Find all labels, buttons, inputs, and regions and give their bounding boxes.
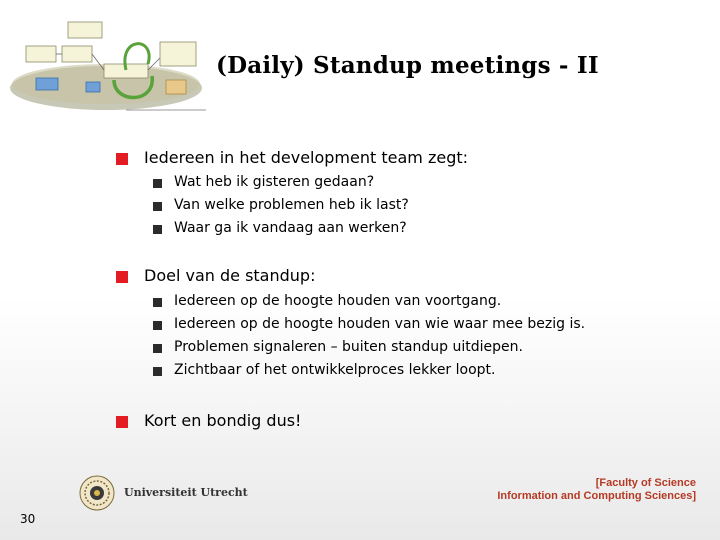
bullet-level1 (116, 148, 468, 167)
gray-square-bullet-icon (153, 298, 162, 307)
bullet-level2 (153, 197, 409, 213)
bullet-level2 (153, 174, 374, 190)
bullet-text: Problemen signaleren – buiten standup uitdiepen. (174, 339, 523, 355)
gray-square-bullet-icon (153, 202, 162, 211)
bullet-text: Iedereen op de hoogte houden van wie waar mee bezig is. (174, 316, 586, 332)
bullet-text: Iedereen in het development team zegt: (144, 148, 469, 167)
bullet-text: Waar ga ik vandaag aan werken? (174, 220, 407, 236)
gray-square-bullet-icon (153, 179, 162, 188)
university-name: Universiteit Utrecht (124, 486, 248, 499)
bullet-level2 (153, 316, 585, 332)
red-square-bullet-icon (116, 153, 128, 165)
bullet-level2 (153, 220, 407, 236)
bullet-level2 (153, 339, 523, 355)
scrum-process-diagram (6, 18, 216, 122)
bullet-level1 (116, 266, 315, 285)
bullet-level1 (116, 411, 301, 430)
bullet-text: Iedereen op de hoogte houden van voortgang. (174, 293, 502, 309)
bullet-level2 (153, 362, 496, 378)
gray-square-bullet-icon (153, 225, 162, 234)
gray-square-bullet-icon (153, 321, 162, 330)
gray-square-bullet-icon (153, 344, 162, 353)
bullet-text: Zichtbaar of het ontwikkelproces lekker loopt. (174, 362, 496, 378)
bullet-text: Wat heb ik gisteren gedaan? (174, 174, 375, 190)
bullet-level2 (153, 293, 501, 309)
bullet-text: Van welke problemen heb ik last? (174, 197, 409, 213)
page-number: 30 (20, 512, 36, 526)
faculty-line1: [Faculty of Science (595, 477, 696, 489)
bullet-text: Doel van de standup: (144, 266, 316, 285)
red-square-bullet-icon (116, 416, 128, 428)
slide-title: (Daily) Standup meetings - II (216, 52, 599, 79)
red-square-bullet-icon (116, 271, 128, 283)
gray-square-bullet-icon (153, 367, 162, 376)
university-seal-logo (79, 474, 115, 512)
faculty-line2: Information and Computing Sciences] (497, 490, 696, 502)
bullet-text: Kort en bondig dus! (144, 411, 302, 430)
